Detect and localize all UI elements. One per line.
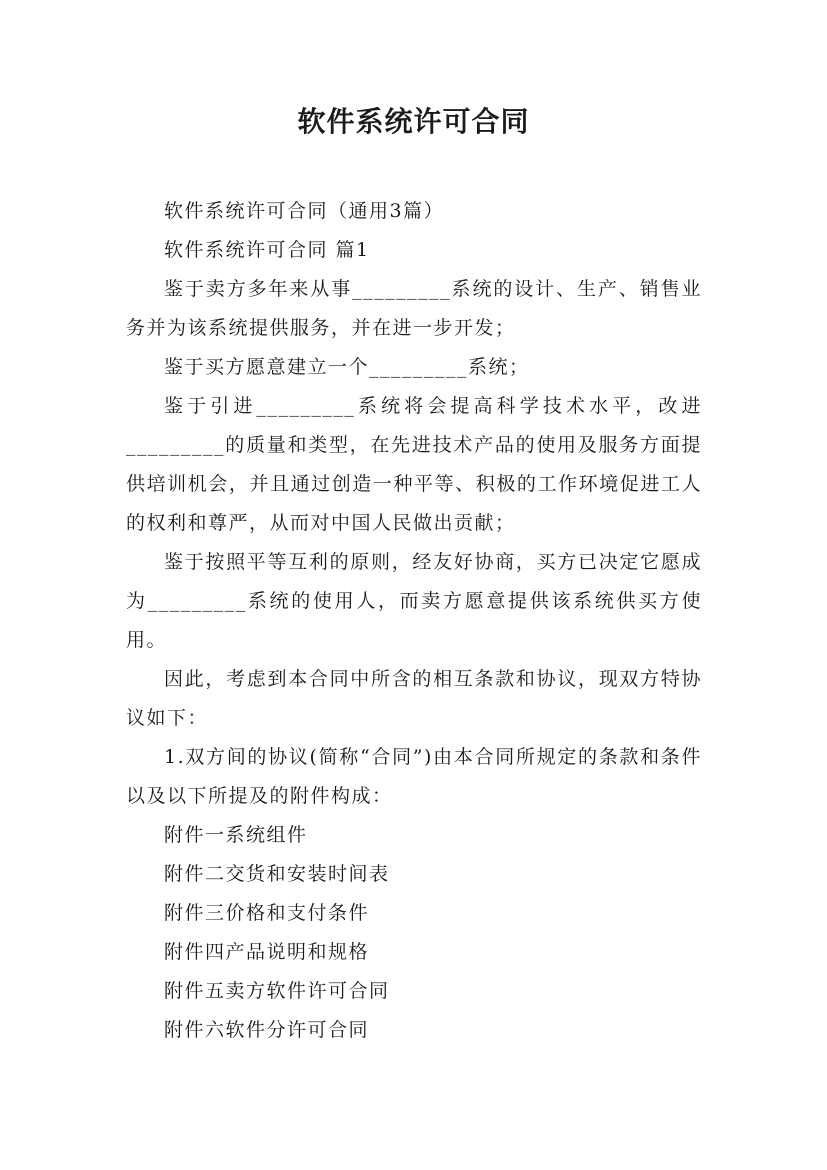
document-title: 软件系统许可合同	[297, 105, 530, 138]
paragraph-recital-3: 鉴于引进_________系统将会提高科学技术水平，改进_________的质量和类型，在先进技术产品的使用及服务方面提供培训机会，并且通过创造一种平等、积极的工作环境促进工人的权利和尊严，从而对中国人民做出贡献；	[126, 395, 702, 534]
paragraph-agreement-intro: 因此，考虑到本合同中所含的相互条款和协议，现双方特协议如下：	[126, 668, 702, 729]
annex-item-6: 附件六软件分许可合同	[164, 1019, 370, 1041]
document-body	[126, 192, 702, 1050]
paragraph-subtitle: 软件系统许可合同（通用3篇）	[164, 200, 445, 222]
paragraph-recital-1: 鉴于卖方多年来从事_________系统的设计、生产、销售业务并为该系统提供服务，并在进一步开发；	[126, 278, 702, 339]
annex-item-3: 附件三价格和支付条件	[164, 902, 370, 924]
paragraph-clause-1: 1.双方间的协议(简称“合同”)由本合同所规定的条款和条件以及以下所提及的附件构成：	[126, 746, 702, 807]
paragraph-section-heading: 软件系统许可合同 篇1	[164, 239, 370, 261]
paragraph-recital-2: 鉴于买方愿意建立一个_________系统；	[164, 356, 530, 378]
annex-item-4: 附件四产品说明和规格	[164, 941, 370, 963]
paragraph-recital-4: 鉴于按照平等互利的原则，经友好协商，买方已决定它愿成为_________系统的使用人，而卖方愿意提供该系统供买方使用。	[126, 551, 702, 651]
annex-item-1: 附件一系统组件	[164, 824, 308, 846]
annex-item-5: 附件五卖方软件许可合同	[164, 980, 390, 1002]
annex-item-2: 附件二交货和安装时间表	[164, 863, 390, 885]
